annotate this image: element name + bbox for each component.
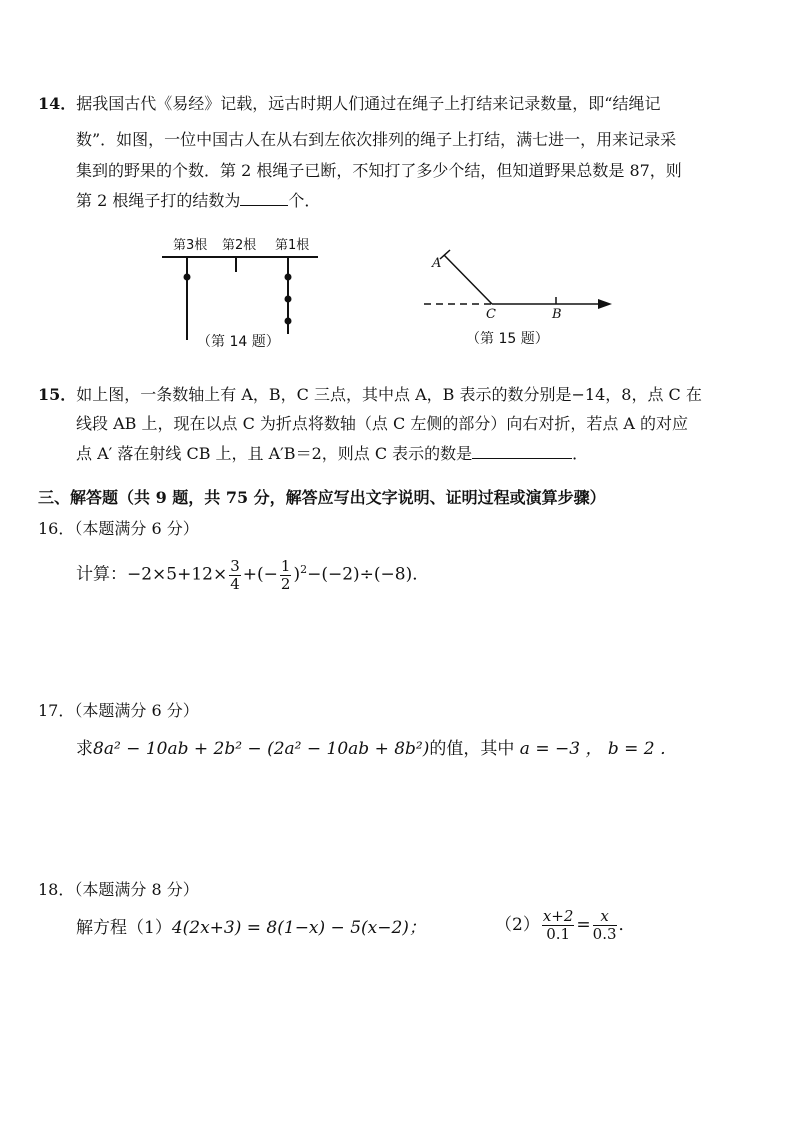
q18-period: ． [618,915,636,935]
q17-heading: 17．（本题满分 6 分） [38,701,199,720]
frac-denominator: 4 [230,574,240,593]
q17-expression [76,738,677,760]
fig15-label-c: C [486,307,496,322]
frac-numerator: 3 [230,556,240,575]
q18-equation-1: 4(2x+3) = 8(1−x) − 5(x−2)； [171,918,426,938]
q14-number: 14． [38,94,77,113]
q16-expression [76,556,429,593]
q16-prefix: 计算： [76,564,127,585]
fig15-arrow-icon [598,299,612,309]
q16-expr-part1: −2×5+12× [127,564,228,585]
q18-part2 [495,908,636,943]
q16-expr-part3: ) [293,564,301,585]
frac-denominator: 2 [280,574,291,593]
q15-line2: 线段 AB 上，现在以点 C 为折点将数轴（点 C 左侧的部分）向右对折，若点 A 的对应 [76,414,689,433]
frac-numerator: x+2 [542,907,574,925]
q16-expr-part4: −(−2)÷(−8)． [307,564,430,585]
q18-part2-label: （2） [495,915,540,935]
q17-polynomial: 8a² − 10ab + 2b² − (2a² − 10ab + 8b²) [93,739,430,759]
q16-fraction-3-4 [229,558,241,593]
q18-equals: = [576,915,591,935]
fig14-knot [285,318,292,325]
fig15-label-a: A [432,256,442,271]
fig15-folded-segment [444,255,492,304]
q18-heading: 18．（本题满分 8 分） [38,880,199,899]
q15-line3 [76,443,588,465]
q15-line1 [38,384,702,406]
q16-exponent: 2 [300,563,308,576]
fig15-caption: （第 15 题） [466,331,549,347]
frac-numerator: x [593,908,617,926]
q14-line2: 数”．如图，一位中国古人在从右到左依次排列的绳子上打结，满七进一，用来记录采 [76,130,677,149]
q14-text-4a: 第 2 根绳子打的结数为 [76,191,241,210]
fig15-label-b: B [552,307,562,322]
q18-part1-label: 解方程（1） [76,918,172,938]
fig14-rope2-label: 第2根 [222,238,257,253]
q18-fraction-right [593,908,617,943]
q14-line4 [76,190,320,212]
q17-condition: a = −3 ， b = 2 ． [519,739,678,759]
q18-fraction-left [542,908,575,943]
q17-prefix: 求 [76,739,93,759]
q14-line3: 集到的野果的个数．第 2 根绳子已断，不知打了多少个结，但知道野果总数是 87，则 [76,161,682,180]
q17-middle-text: 的值，其中 [429,739,515,759]
section-3-heading: 三、解答题（共 9 题，共 75 分，解答应写出文字说明、证明过程或演算步骤） [38,488,606,507]
fig14-caption: （第 14 题） [197,334,280,350]
fig14-rope1-label: 第1根 [275,238,310,253]
q15-text-3b: ． [572,444,589,463]
q14-line1 [38,93,660,115]
frac-denominator: 0.3 [592,925,617,943]
q15-number: 15． [38,385,77,404]
q15-text-3a: 点 A′ 落在射线 CB 上，且 A′B＝2，则点 C 表示的数是 [76,444,473,463]
q18-part1 [76,917,426,939]
q15-text-1: 如上图，一条数轴上有 A，B，C 三点，其中点 A，B 表示的数分别是−14，8，点 C 在 [76,385,702,404]
q14-text-4b: 个． [288,191,321,210]
fig14-knot [285,296,292,303]
q15-answer-blank[interactable] [472,444,572,459]
fig14-rope3-label: 第3根 [173,238,208,253]
frac-numerator: 1 [280,556,291,575]
q16-fraction-1-2 [280,558,292,593]
q14-answer-blank[interactable] [240,191,288,206]
q14-text-1: 据我国古代《易经》记载，远古时期人们通过在绳子上打结来记录数量，即“结绳记 [76,94,661,113]
fig15-tick-a [440,250,450,259]
fig14-knot [184,274,191,281]
fig14-knot [285,274,292,281]
frac-denominator: 0.1 [546,925,571,943]
fig15-numberline-diagram [420,245,615,315]
q16-expr-part2: +(− [242,564,278,585]
q16-heading: 16．（本题满分 6 分） [38,519,199,538]
